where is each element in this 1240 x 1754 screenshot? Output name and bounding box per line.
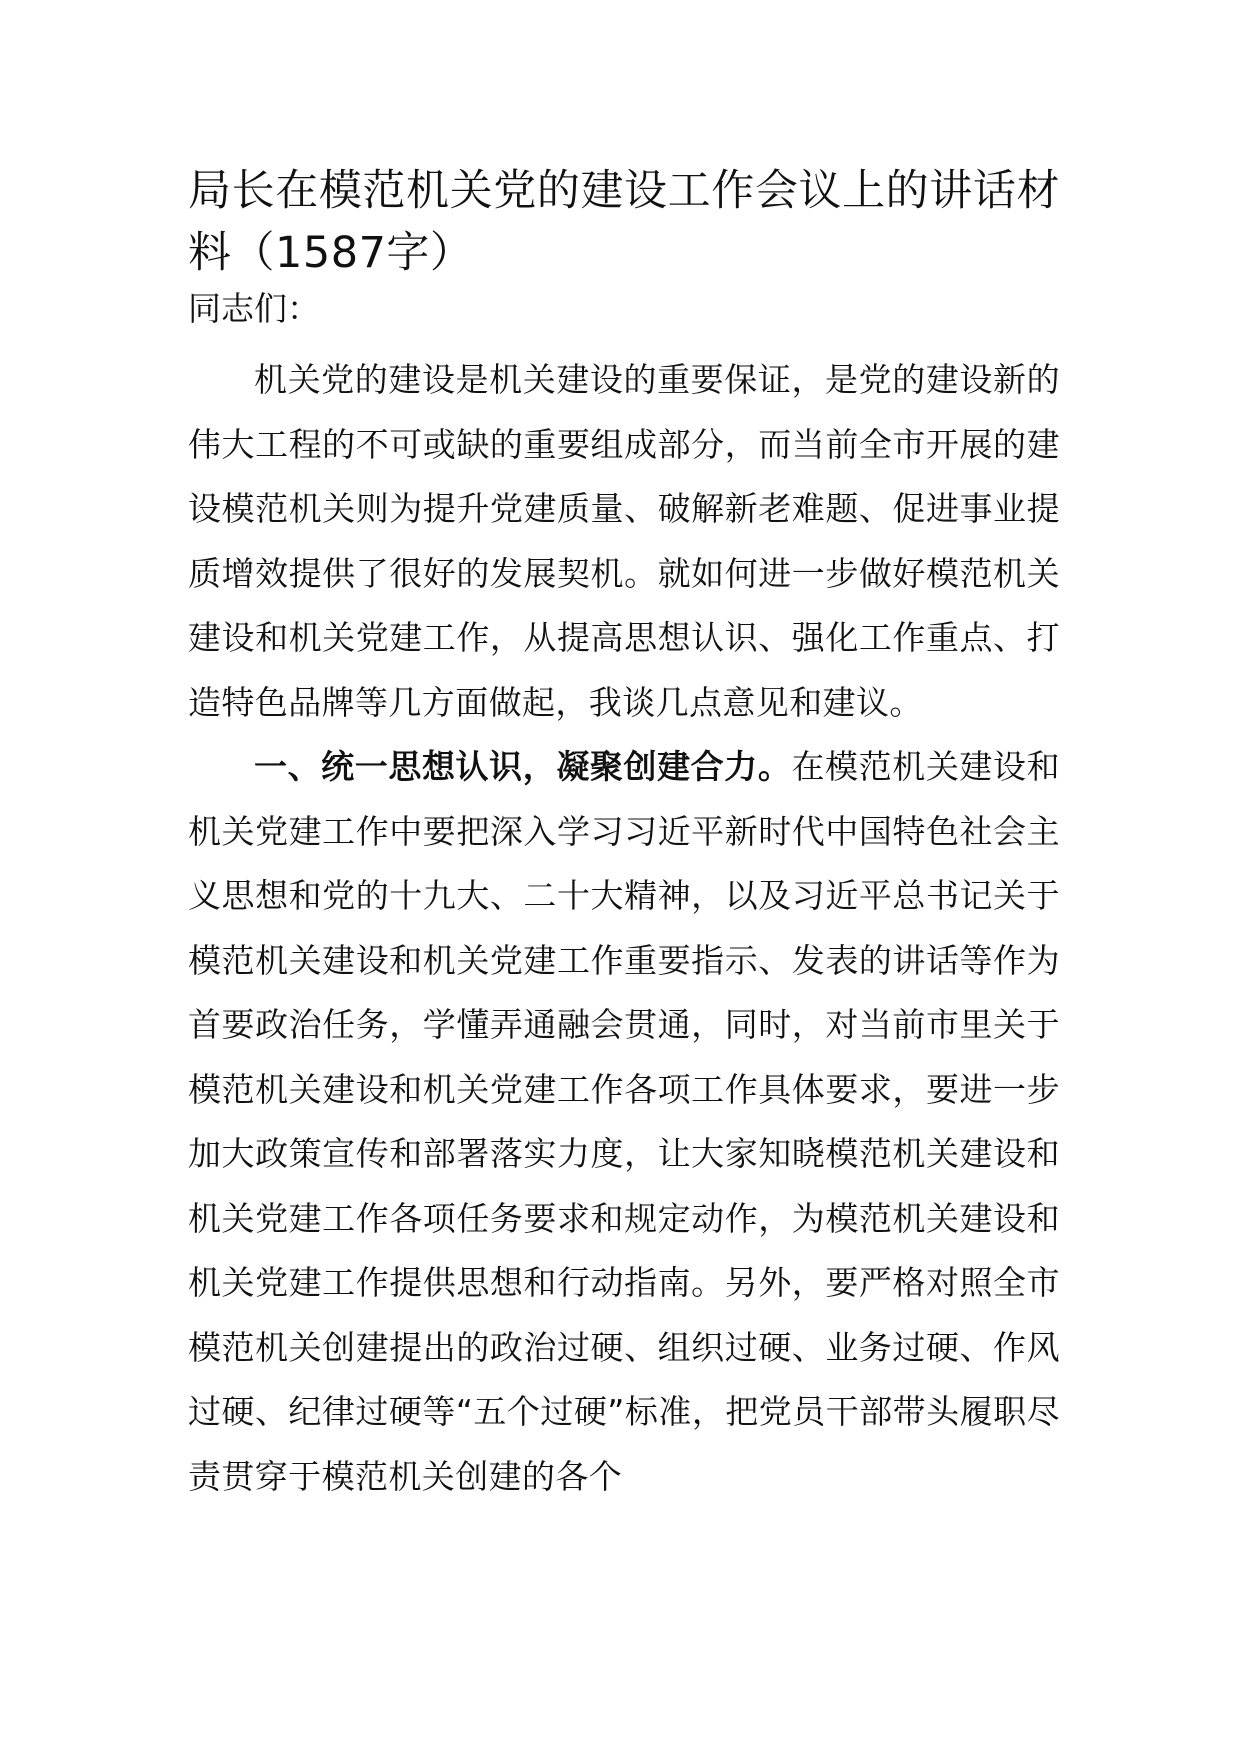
section-1-text: 在模范机关建设和机关党建工作中要把深入学习习近平新时代中国特色社会主义思想和党的十九大、二十大精神，以及习近平总书记关于模范机关建设和机关党建工作重要指示、发表的讲话等作为首要政治任务，学懂弄通融会贯通，同时，对当前市里关于模范机关建设和机关党建工作各项工作具体要求，要进一步加大政策宣传和部署落实力度，让大家知晓模范机关建设和机关党建工作各项任务要求和规定动作，为模范机关建设和机关党建工作提供思想和行动指南。另外，要严格对照全市模范机关创建提出的政治过硬、组织过硬、业务过硬、作风过硬、纪律过硬等“五个过硬”标准，把党员干部带头履职尽责贯穿于模范机关创建的各个 [188, 747, 1061, 1496]
paragraph-intro-text: 机关党的建设是机关建设的重要保证，是党的建设新的伟大工程的不可或缺的重要组成部分，而当前全市开展的建设模范机关则为提升党建质量、破解新老难题、促进事业提质增效提供了很好的发展契机。就如何进一步做好模范机关建设和机关党建工作，从提高思想认识、强化工作重点、打造特色品牌等几方面做起，我谈几点意见和建议。 [188, 360, 1060, 722]
paragraph-intro [188, 348, 1060, 735]
paragraph-section-1 [188, 735, 1060, 1509]
section-1-heading: 一、统一思想认识，凝聚创建合力。 [254, 747, 792, 786]
document-title: 局长在模范机关党的建设工作会议上的讲话材料（1587字） [188, 166, 1060, 278]
salutation: 同志们： [188, 289, 320, 328]
document-body [188, 160, 1060, 1509]
